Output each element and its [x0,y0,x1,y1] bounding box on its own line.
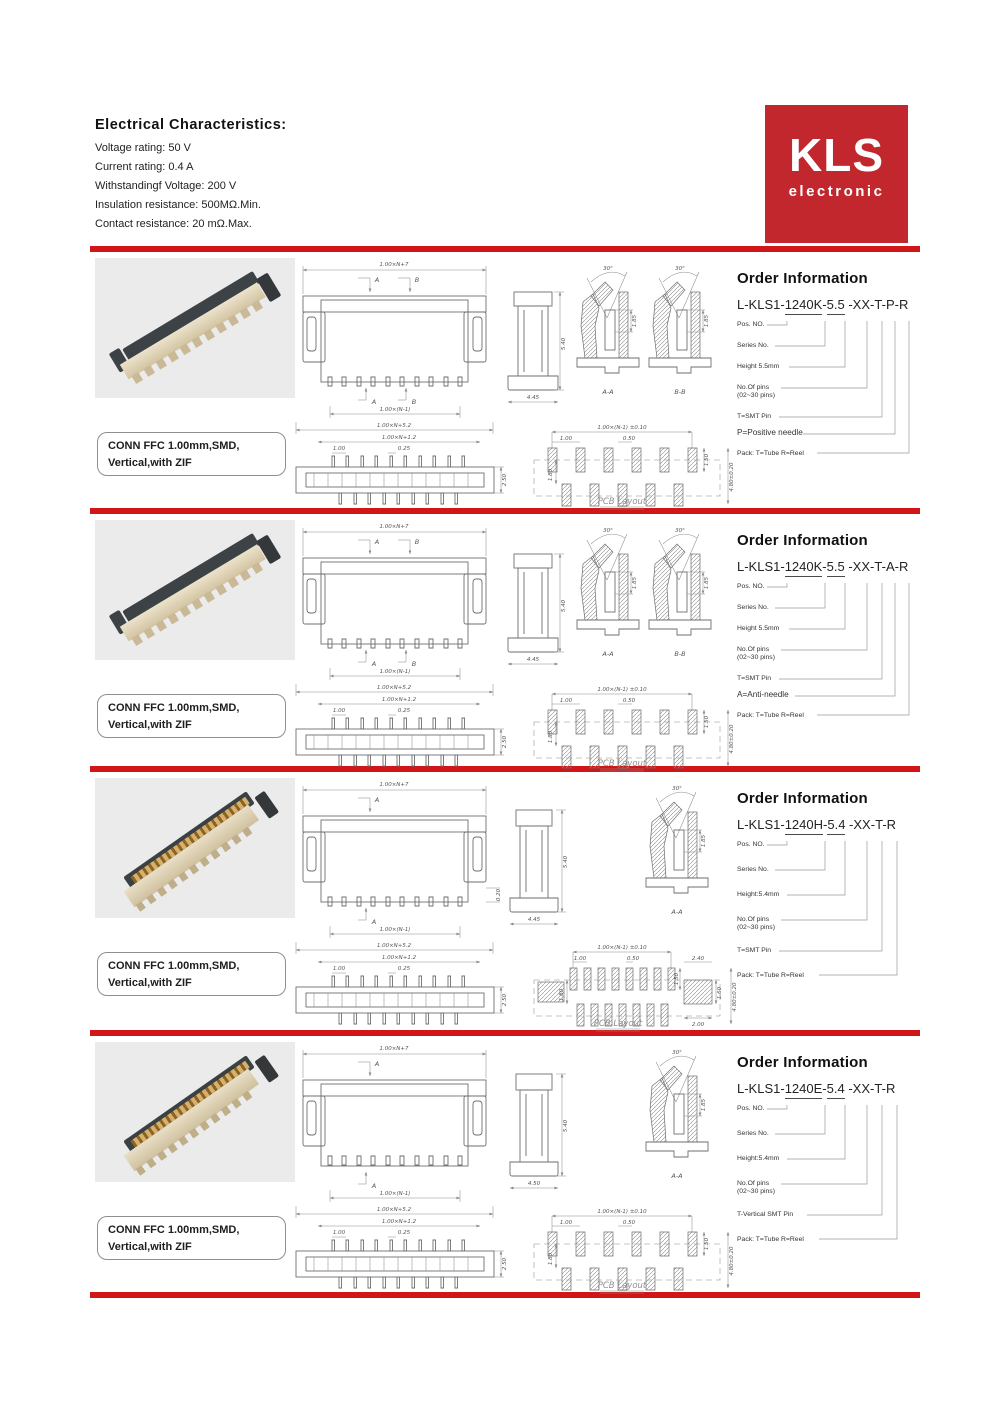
product-label-line1: CONN FFC 1.00mm,SMD, [108,440,240,452]
spec-voltage-rating: Voltage rating: 50 V [95,142,192,154]
svg-text:1.80: 1.80 [548,468,554,482]
descriptor-row: T=SMT Pin [737,413,772,420]
svg-text:1.00×(N-1) ±0.10: 1.00×(N-1) ±0.10 [597,687,647,693]
product-section-1 [0,252,1000,508]
svg-text:2.00: 2.00 [691,1022,705,1028]
svg-text:1.00×(N-1): 1.00×(N-1) [379,1191,411,1197]
svg-text:30°: 30° [603,528,613,534]
svg-text:1.50: 1.50 [704,453,710,467]
descriptor-row: A=Anti-needle [737,690,789,699]
svg-text:A-A: A-A [671,908,683,916]
descriptor-row: Pos. NO. [737,583,765,590]
svg-text:B: B [414,538,420,546]
svg-text:0.20: 0.20 [496,888,502,902]
part-number-key [737,321,922,471]
svg-text:4.50: 4.50 [527,1181,541,1187]
svg-text:1.00×(N-1) ±0.10: 1.00×(N-1) ±0.10 [597,425,647,431]
svg-text:A-A: A-A [602,650,614,658]
product-photo [95,1042,295,1182]
svg-text:B-B: B-B [674,650,686,658]
svg-text:1.00: 1.00 [559,698,573,704]
product-label [97,694,286,738]
descriptor-row: Pack: T=Tube R=Reel [737,1236,804,1243]
part-number-key [737,1105,922,1255]
svg-text:30°: 30° [672,786,682,792]
product-label-line2: Vertical,with ZIF [108,719,192,731]
technical-drawing [288,256,740,512]
product-section-4 [0,1036,1000,1292]
order-info [737,1054,922,1255]
descriptor-row: Height:5.4mm [737,1155,780,1162]
svg-text:B-B: B-B [674,388,686,396]
svg-text:B: B [411,398,417,406]
svg-text:1.00×N+1.2: 1.00×N+1.2 [381,955,417,961]
svg-text:1.00×(N-1): 1.00×(N-1) [379,407,411,413]
svg-text:2.50: 2.50 [502,993,508,1007]
svg-text:A: A [371,1182,377,1190]
svg-text:A: A [374,276,380,284]
svg-text:1.00×(N-1): 1.00×(N-1) [379,927,411,933]
svg-text:1.80: 1.80 [548,730,554,744]
pcb-layout-label: PCB Layout [597,1281,647,1291]
descriptor-row: Pack: T=Tube R=Reel [737,712,804,719]
product-photo [95,258,295,398]
svg-text:A: A [371,660,377,668]
svg-text:1.00×(N-1) ±0.10: 1.00×(N-1) ±0.10 [597,1209,647,1215]
svg-text:4.80±0.20: 4.80±0.20 [729,1246,735,1276]
product-label [97,952,286,996]
descriptor-row: Pos. NO. [737,841,765,848]
svg-text:30°: 30° [675,528,685,534]
svg-text:2.40: 2.40 [691,956,705,962]
svg-text:A-A: A-A [671,1172,683,1180]
technical-drawing [288,776,740,1032]
svg-text:1.85: 1.85 [632,314,638,328]
product-label-line1: CONN FFC 1.00mm,SMD, [108,702,240,714]
svg-text:A: A [374,538,380,546]
product-section-3 [0,772,1000,1028]
svg-text:30°: 30° [672,1050,682,1056]
spec-current-rating: Current rating: 0.4 A [95,161,194,173]
svg-text:1.80: 1.80 [548,1252,554,1266]
spec-withstanding-voltage: Withstandingf Voltage: 200 V [95,180,237,192]
svg-text:0.25: 0.25 [397,446,411,452]
electrical-characteristics-title: Electrical Characteristics: [95,117,287,133]
svg-text:B: B [414,276,420,284]
kls-logo-text: KLS [789,129,884,181]
descriptor-row: Height:5.4mm [737,891,780,898]
svg-text:A: A [374,1060,380,1068]
svg-text:1.00×N+7: 1.00×N+7 [379,262,409,268]
svg-text:0.25: 0.25 [397,966,411,972]
spec-contact-resistance: Contact resistance: 20 mΩ.Max. [95,218,252,230]
svg-text:1.85: 1.85 [632,576,638,590]
svg-text:A-A: A-A [602,388,614,396]
electrical-specs [95,139,261,234]
spec-insulation-resistance: Insulation resistance: 500MΩ.Min. [95,199,261,211]
descriptor-row: Series No. [737,866,769,873]
part-number: L-KLS1-1240K-5.5 -XX-T-A-R [737,559,922,574]
order-heading: Order Information [737,790,868,807]
kls-logo [765,105,908,243]
product-photo [95,520,295,660]
connector-image [117,1049,278,1178]
descriptor-row: No.Of pins (02~30 pins) [737,1180,775,1195]
svg-text:1.85: 1.85 [704,576,710,590]
descriptor-row: No.Of pins (02~30 pins) [737,646,775,661]
descriptor-row: Series No. [737,604,769,611]
descriptor-row: Series No. [737,1130,769,1137]
descriptor-row: Pos. NO. [737,321,765,328]
svg-text:5.40: 5.40 [561,337,567,351]
svg-text:0.25: 0.25 [397,708,411,714]
svg-text:4.45: 4.45 [526,657,540,663]
product-label [97,1216,286,1260]
connector-image [117,785,278,914]
pcb-layout-label: PCB Layout [597,759,647,769]
svg-text:1.00: 1.00 [559,1220,573,1226]
product-photo [95,778,295,918]
part-number: L-KLS1-1240K-5.5 -XX-T-P-R [737,297,922,312]
order-info [737,790,922,991]
descriptor-row: No.Of pins (02~30 pins) [737,384,775,399]
svg-text:1.50: 1.50 [704,715,710,729]
descriptor-row: No.Of pins (02~30 pins) [737,916,775,931]
svg-text:1.85: 1.85 [701,834,707,848]
descriptor-row: Height 5.5mm [737,363,780,370]
order-info [737,270,922,471]
svg-text:A: A [374,796,380,804]
svg-text:4.45: 4.45 [526,395,540,401]
connector-image [115,532,280,653]
svg-text:5.40: 5.40 [563,1119,569,1133]
svg-text:5.40: 5.40 [561,599,567,613]
technical-drawing [288,1040,740,1296]
svg-text:4.80±0.20: 4.80±0.20 [729,724,735,754]
svg-text:B: B [411,660,417,668]
svg-text:1.00: 1.00 [332,1230,346,1236]
descriptor-row: T=SMT Pin [737,675,772,682]
svg-text:2.50: 2.50 [502,735,508,749]
svg-text:4.45: 4.45 [527,917,541,923]
svg-text:0.50: 0.50 [626,956,640,962]
svg-text:1.00: 1.00 [573,956,587,962]
svg-text:1.00×(N-1) ±0.10: 1.00×(N-1) ±0.10 [597,945,647,951]
order-info [737,532,922,733]
svg-text:0.50: 0.50 [622,436,636,442]
svg-text:2.50: 2.50 [502,473,508,487]
svg-text:4.80±0.20: 4.80±0.20 [729,462,735,492]
product-section-2 [0,514,1000,770]
pcb-layout-label: PCB Layout [597,497,647,507]
svg-text:A: A [371,918,377,926]
svg-text:30°: 30° [603,266,613,272]
svg-text:1.00×N+7: 1.00×N+7 [379,1046,409,1052]
product-label [97,432,286,476]
svg-text:1.00×N+7: 1.00×N+7 [379,782,409,788]
pcb-layout-label: PCB Layout [593,1019,643,1029]
svg-text:1.85: 1.85 [701,1098,707,1112]
svg-text:1.00×(N-1): 1.00×(N-1) [379,669,411,675]
kls-logo-subtext: electronic [788,183,885,200]
svg-text:1.85: 1.85 [704,314,710,328]
part-number-key [737,583,922,733]
product-label-line2: Vertical,with ZIF [108,1241,192,1253]
order-heading: Order Information [737,270,868,287]
svg-text:1.60: 1.60 [717,986,723,1000]
svg-text:1.00×N+1.2: 1.00×N+1.2 [381,697,417,703]
svg-text:0.50: 0.50 [622,698,636,704]
product-label-line2: Vertical,with ZIF [108,457,192,469]
product-label-line2: Vertical,with ZIF [108,977,192,989]
svg-text:1.00×N+5.2: 1.00×N+5.2 [376,1207,412,1213]
descriptor-row: Pos. NO. [737,1105,765,1112]
svg-text:1.00×N+5.2: 1.00×N+5.2 [376,943,412,949]
svg-text:1.00×N+5.2: 1.00×N+5.2 [376,423,412,429]
svg-text:1.00×N+1.2: 1.00×N+1.2 [381,435,417,441]
descriptor-row: Height 5.5mm [737,625,780,632]
descriptor-row: Series No. [737,342,769,349]
svg-text:1.50: 1.50 [704,1237,710,1251]
descriptor-row: Pack: T=Tube R=Reel [737,972,804,979]
svg-text:1.50: 1.50 [674,972,680,986]
svg-text:1.80: 1.80 [559,988,565,1002]
svg-text:0.50: 0.50 [622,1220,636,1226]
descriptor-row: P=Positive needle [737,428,803,437]
svg-text:1.00: 1.00 [332,446,346,452]
order-heading: Order Information [737,1054,868,1071]
svg-text:1.00: 1.00 [332,966,346,972]
svg-text:1.00×N+5.2: 1.00×N+5.2 [376,685,412,691]
svg-text:5.40: 5.40 [563,855,569,869]
svg-text:1.00×N+1.2: 1.00×N+1.2 [381,1219,417,1225]
connector-image [115,270,280,391]
part-number: L-KLS1-1240E-5.4 -XX-T-R [737,1081,922,1096]
descriptor-row: T-Vertical SMT Pin [737,1211,794,1218]
descriptor-row: Pack: T=Tube R=Reel [737,450,804,457]
svg-text:1.00×N+7: 1.00×N+7 [379,524,409,530]
svg-text:A: A [371,398,377,406]
svg-text:4.80±0.20: 4.80±0.20 [732,982,738,1012]
svg-text:2.50: 2.50 [502,1257,508,1271]
product-label-line1: CONN FFC 1.00mm,SMD, [108,1224,240,1236]
svg-text:30°: 30° [675,266,685,272]
technical-drawing [288,518,740,774]
part-number-key [737,841,922,991]
svg-text:1.00: 1.00 [332,708,346,714]
part-number: L-KLS1-1240H-5.4 -XX-T-R [737,817,922,832]
descriptor-row: T=SMT Pin [737,947,772,954]
svg-text:1.00: 1.00 [559,436,573,442]
product-label-line1: CONN FFC 1.00mm,SMD, [108,960,240,972]
svg-text:0.25: 0.25 [397,1230,411,1236]
order-heading: Order Information [737,532,868,549]
